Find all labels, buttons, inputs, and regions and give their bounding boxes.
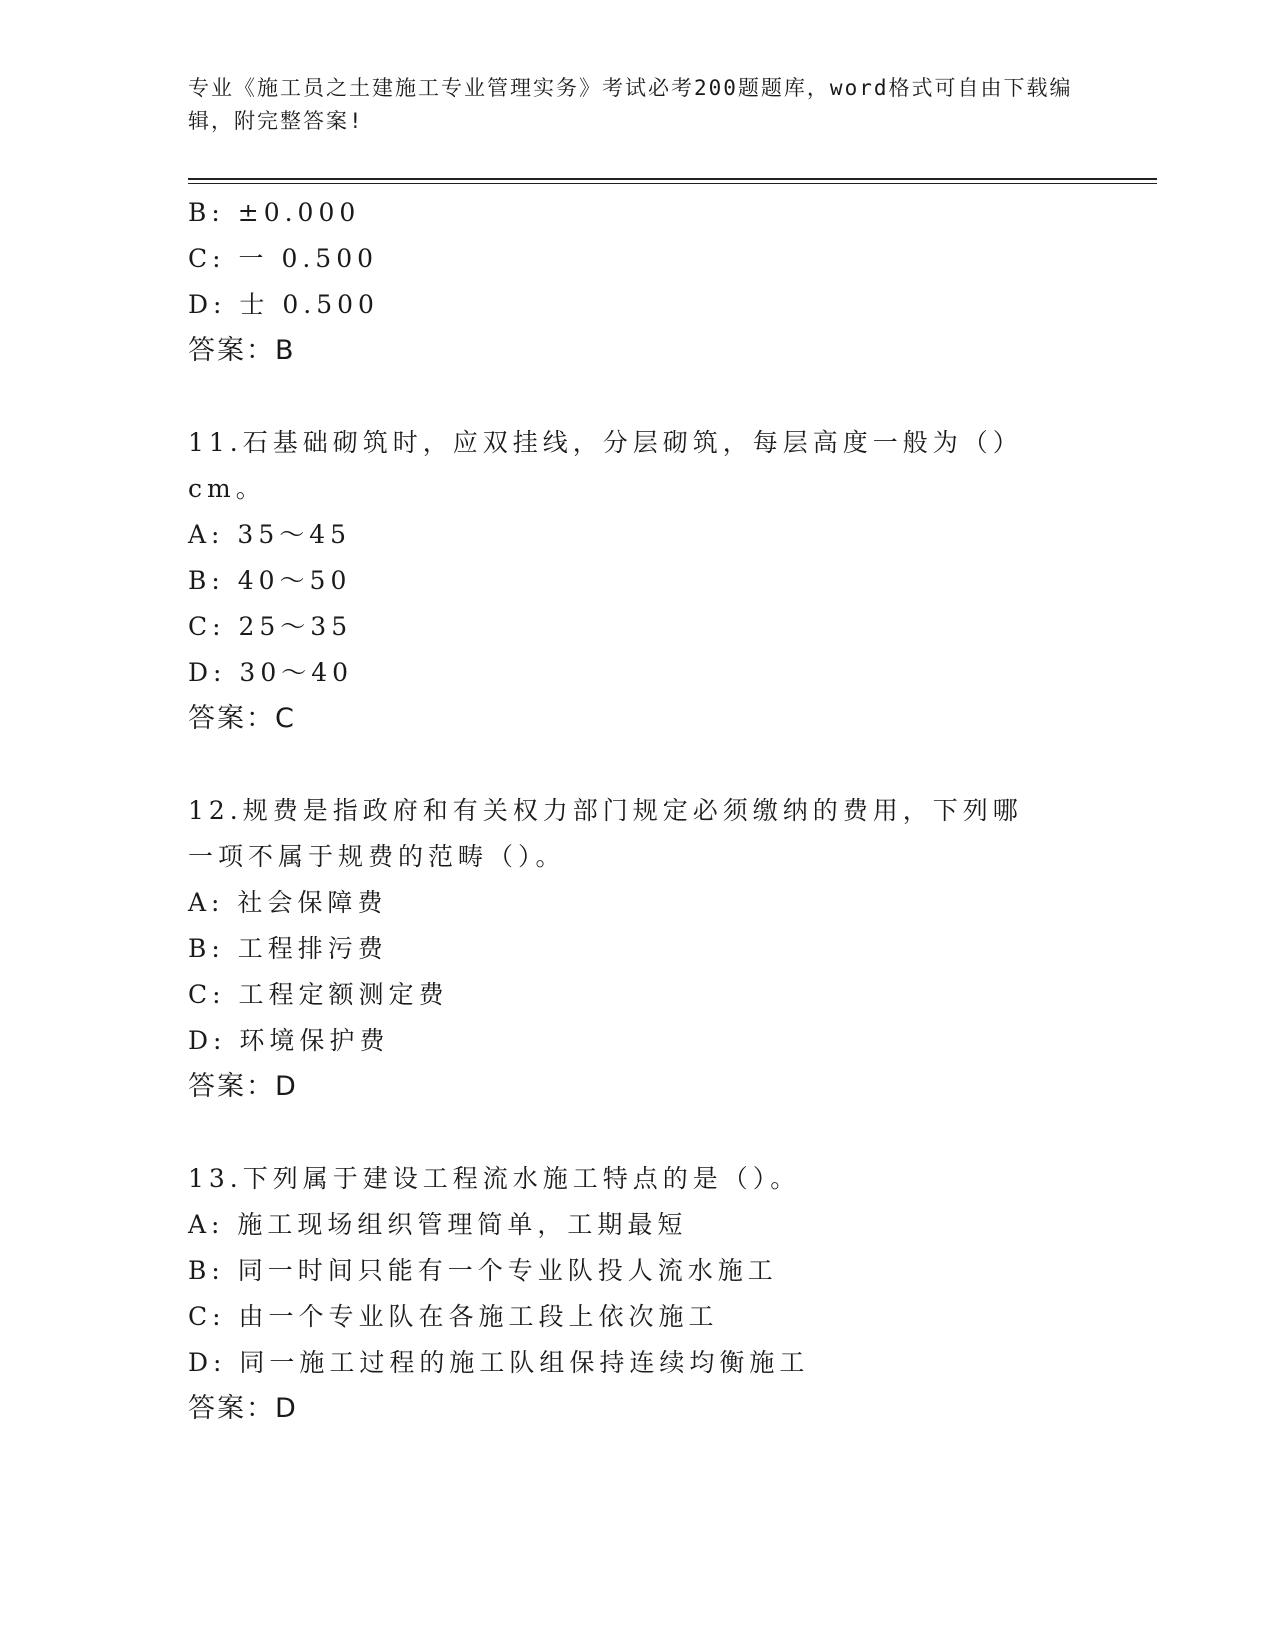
answer: 答案：C — [188, 703, 296, 734]
option-b: B: 同一时间只能有一个专业队投人流水施工 — [188, 1256, 778, 1285]
option-c: C: 工程定额测定费 — [188, 980, 449, 1009]
option-b: B: 工程排污费 — [188, 934, 388, 963]
question-stem: 12.规费是指政府和有关权力部门规定必须缴纳的费用，下列哪一项不属于规费的范畴（）。 — [188, 796, 1023, 871]
question-10 — [188, 190, 1088, 374]
option-b: B: 40～50 — [188, 566, 352, 595]
question-stem: 11.石基础砌筑时，应双挂线，分层砌筑，每层高度一般为（）cm。 — [188, 428, 1023, 503]
option-c: C: 一 0.500 — [188, 244, 379, 273]
option-b: B: ±0.000 — [188, 198, 361, 227]
option-d: D: 环境保护费 — [188, 1026, 390, 1055]
header-rule-thick — [188, 178, 1157, 180]
option-d: D: 30～40 — [188, 658, 354, 687]
document-header: 专业《施工员之土建施工专业管理实务》考试必考200题题库，word格式可自由下载编辑，附完整答案! — [188, 76, 1073, 133]
option-a: A: 35～45 — [188, 520, 352, 549]
question-13 — [188, 1156, 1088, 1432]
answer: 答案：D — [188, 1071, 298, 1102]
question-stem: 13.下列属于建设工程流水施工特点的是（）。 — [188, 1164, 801, 1193]
header-rule-thin — [188, 183, 1157, 184]
question-12 — [188, 788, 1088, 1110]
option-c: C: 由一个专业队在各施工段上依次施工 — [188, 1302, 719, 1331]
question-content — [188, 190, 1088, 1432]
answer: 答案：D — [188, 1393, 298, 1424]
answer: 答案：B — [188, 335, 296, 366]
option-c: C: 25～35 — [188, 612, 353, 641]
question-11 — [188, 420, 1088, 742]
option-d: D: 同一施工过程的施工队组保持连续均衡施工 — [188, 1348, 810, 1377]
option-d: D: 士 0.500 — [188, 290, 379, 319]
option-a: A: 施工现场组织管理简单，工期最短 — [188, 1210, 688, 1239]
option-a: A: 社会保障费 — [188, 888, 388, 917]
